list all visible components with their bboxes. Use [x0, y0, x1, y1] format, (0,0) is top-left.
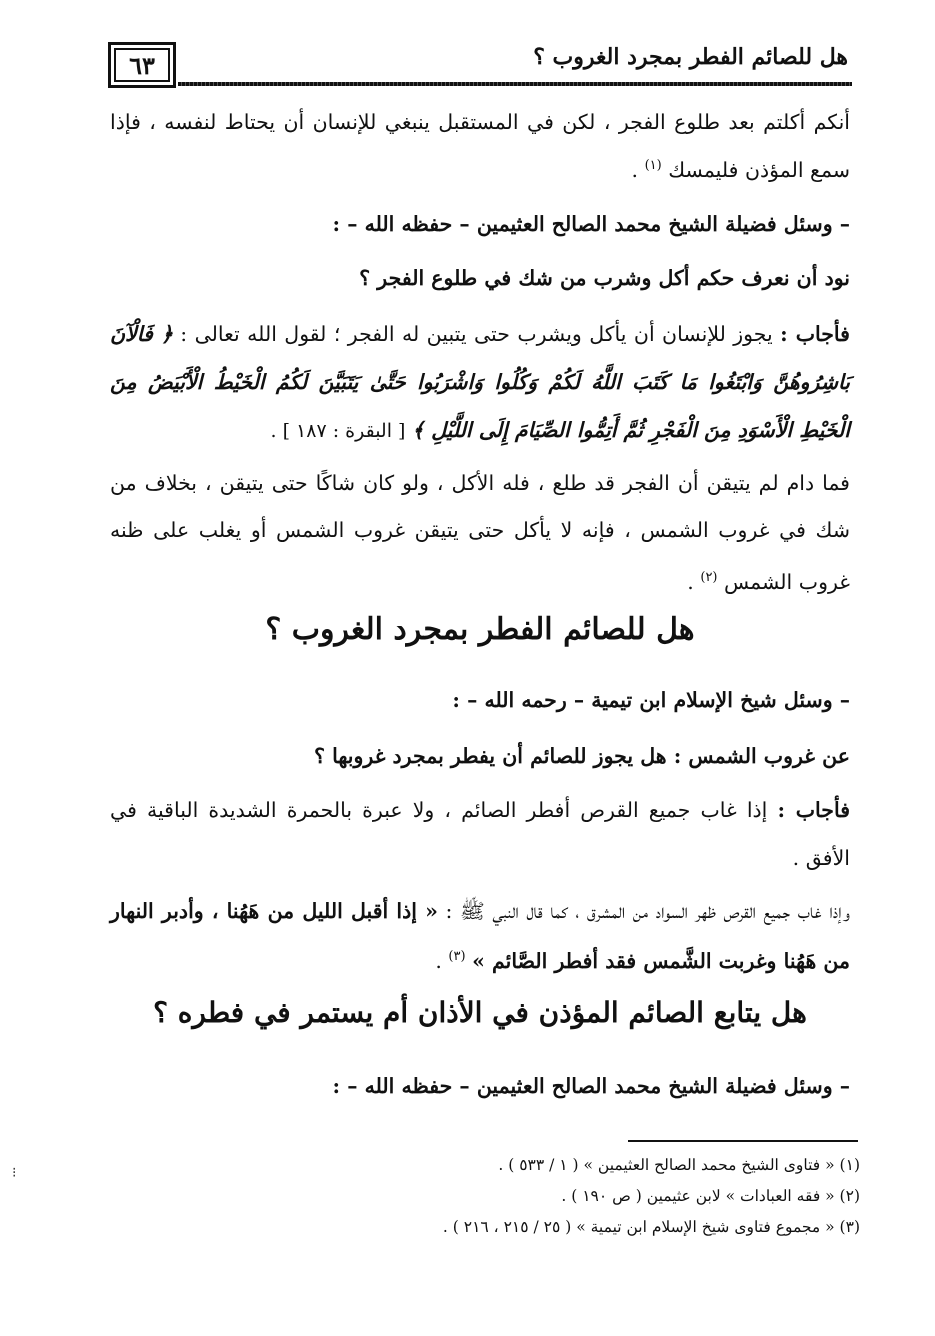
footnote-3: (٣) « مجموع فتاوى شيخ الإسلام ابن تيمية » ( ٢٥ / ٢١٥ ، ٢١٦ ) . [442, 1218, 860, 1236]
answer-1-continuation [110, 460, 850, 606]
question-2-intro: – وسئل شيخ الإسلام ابن تيمية – رحمه الله – : [452, 688, 850, 712]
question-2-text: عن غروب الشمس : هل يجوز للصائم أن يفطر بمجرد غروبها ؟ [314, 744, 850, 768]
footnote-1: (١) « فتاوى الشيخ محمد الصالح العثيمين » ( ١ / ٥٣٣ ) . [498, 1156, 860, 1174]
answer-2 [110, 786, 850, 882]
page-number-text: ٦٣ [129, 50, 155, 80]
quran-reference: [ البقرة : ١٨٧ ] . [270, 420, 406, 442]
hadith-quote: « إذا أقبل الليل من هَهُنا ، وأدبر النهار من هَهُنا وغربت الشَّمس فقد أفطر الصَّائم » [110, 899, 850, 973]
header-rule [178, 82, 852, 86]
section-heading-1: هل للصائم الفطر بمجرد الغروب ؟ [265, 612, 695, 647]
answer-1-end: . [687, 569, 694, 594]
running-title: هل للصائم الفطر بمجرد الغروب ؟ [533, 44, 848, 70]
running-header [100, 38, 852, 88]
answer-1-continuation-text: فما دام لم يتيقن أن الفجر قد طلع ، فله الأكل ، ولو كان شاكًا حتى يتيقن ، بخلاف من شك في غروب الشمس ، فإنه لا يأكل حتى يتيقن غروب الشمس أو يغلب على ظنه غروب الشمس [110, 471, 850, 594]
footnote-marker-3: (٣) [448, 949, 466, 964]
footnote-marker-1: (١) [644, 158, 662, 173]
section-heading-2: هل يتابع الصائم المؤذن في الأذان أم يستمر في فطره ؟ [153, 996, 807, 1029]
footnote-marker-2: (٢) [700, 570, 718, 585]
question-1-text: نود أن نعرف حكم أكل وشرب من شك في طلوع الفجر ؟ [359, 266, 850, 290]
answer-1-prefix: فأجاب : [780, 322, 850, 346]
footnotes-list [100, 1150, 860, 1243]
answer-2-end: . [435, 948, 442, 973]
paragraph-1-end: . [631, 157, 639, 182]
question-3-intro: – وسئل فضيلة الشيخ محمد الصالح العثيمين – حفظه الله – : [332, 1074, 850, 1098]
answer-2-continuation-text: وإذا غاب جميع القرص ظهر السواد من المشرق ، كما قال النبي ﷺ : [445, 899, 850, 923]
answer-1-text: يجوز للإنسان أن يأكل ويشرب حتى يتبين له الفجر ؛ لقول الله تعالى : [180, 322, 773, 346]
paragraph-1-line-2: سمع المؤذن فليمسك [668, 157, 850, 182]
footnote-rule [628, 1140, 858, 1142]
answer-2-text: إذا غاب جميع القرص أفطر الصائم ، ولا عبرة بالحمرة الشديدة الباقية في الأفق . [110, 798, 850, 870]
scan-speck: ⁝ [12, 1165, 17, 1181]
answer-2-prefix: فأجاب : [777, 798, 850, 822]
footnote-2: (٢) « فقه العبادات » لابن عثيمين ( ص ١٩٠ ) . [561, 1187, 860, 1205]
page-number [108, 42, 176, 88]
quran-verse: ﴿ فَالْآنَ بَاشِرُوهُنَّ وَابْتَغُوا مَا كَتَبَ اللَّهُ لَكُمْ وَكُلُوا وَاشْرَبُوا حَتَّىٰ يَتَبَيَّنَ لَكُمُ الْخَيْطُ الْأَبْيَضُ مِنَ الْخَيْطِ الْأَسْوَدِ مِنَ الْفَجْرِ ثُمَّ أَتِمُّوا الصِّيَامَ إِلَى اللَّيْلِ ﴾ [110, 322, 850, 442]
paragraph-1-line-1: أنكم أكلتم بعد طلوع الفجر ، لكن في المستقبل ينبغي للإنسان أن يحتاط لنفسه ، فإذا [110, 110, 850, 134]
question-1-intro: – وسئل فضيلة الشيخ محمد الصالح العثيمين – حفظه الله – : [332, 212, 850, 236]
answer-2-continuation [110, 888, 850, 984]
paragraph-1 [110, 100, 850, 192]
answer-1 [110, 310, 850, 455]
